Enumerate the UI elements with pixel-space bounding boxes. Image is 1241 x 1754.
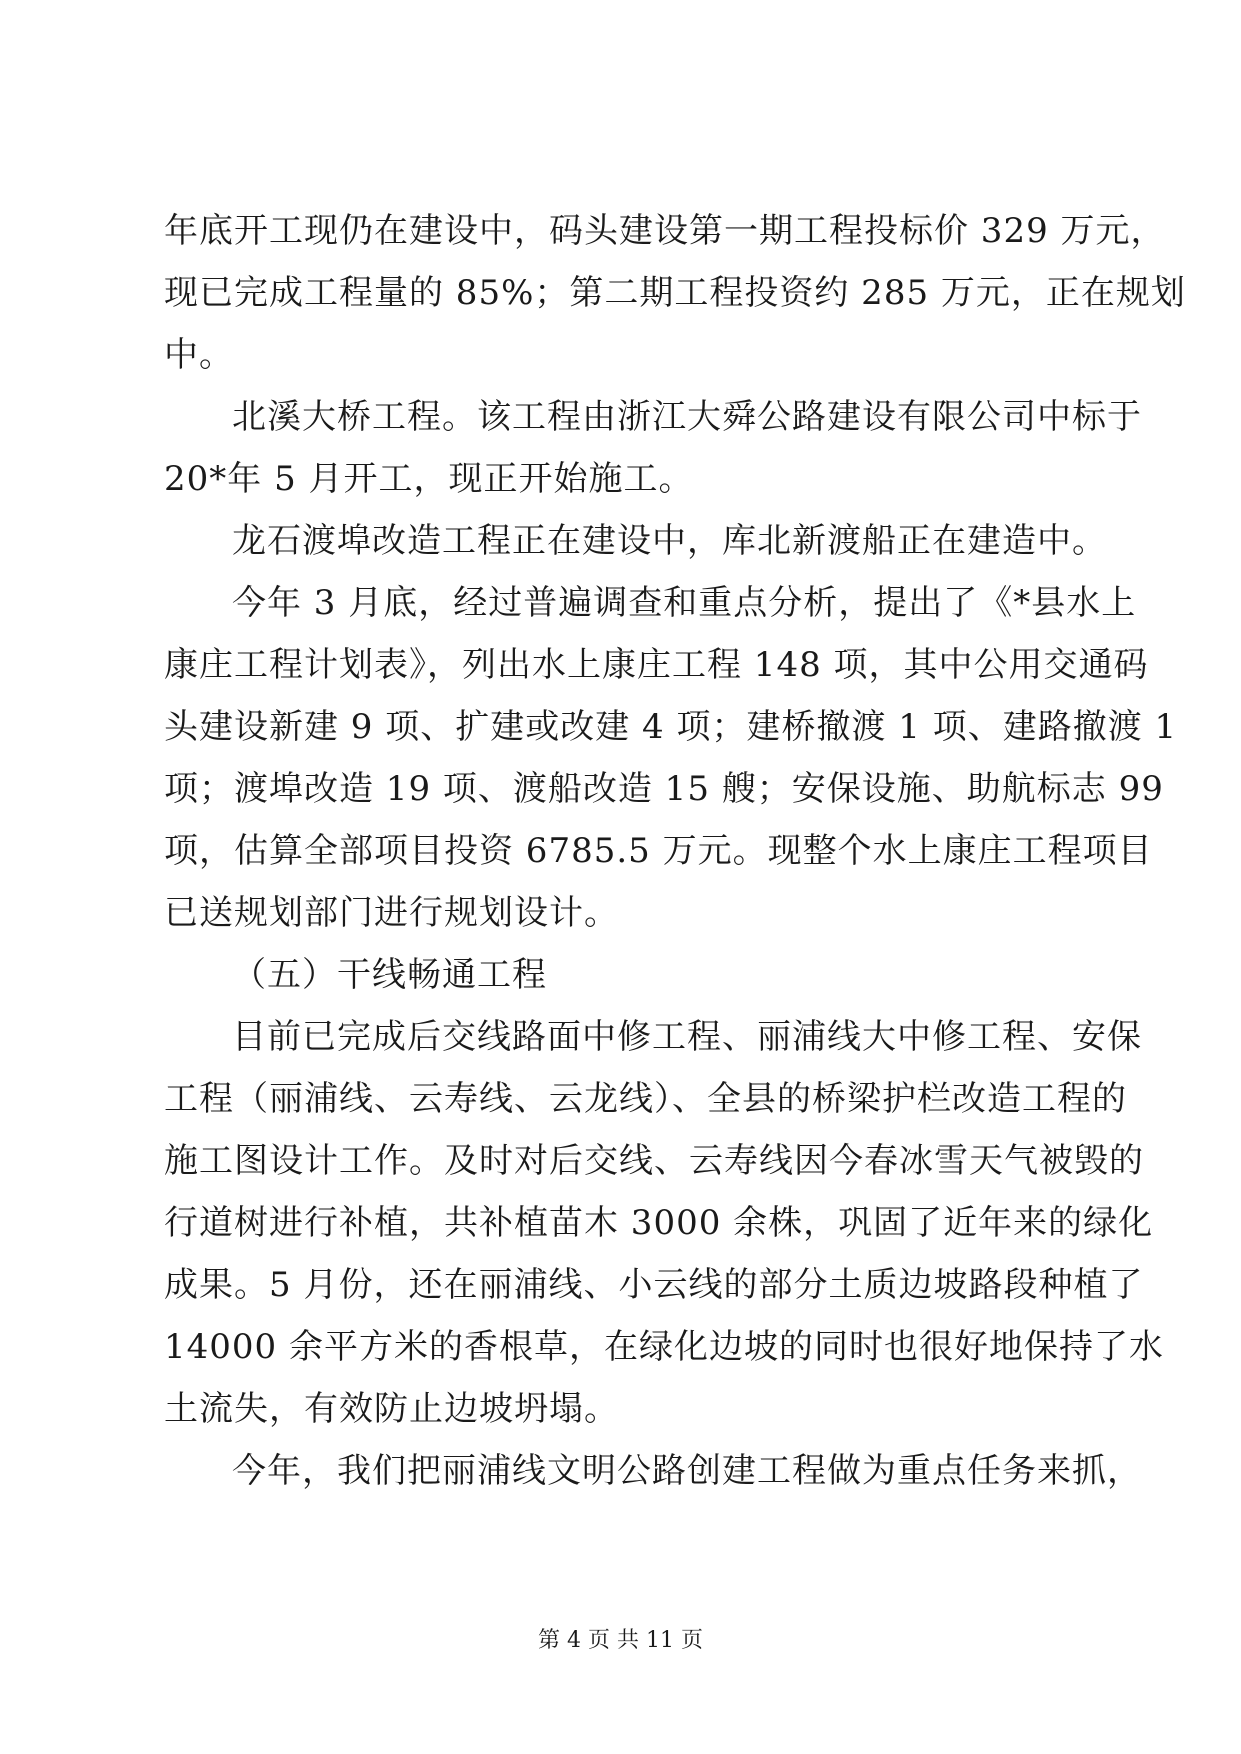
- paragraph-trunk-line-work: [164, 1006, 1164, 1440]
- paragraph-water-kangzhuang-plan: [164, 572, 1178, 944]
- text-line: 今年 3 月底，经过普遍调查和重点分析，提出了《*县水上: [232, 583, 1137, 623]
- document-body: [164, 200, 1186, 1502]
- text-line: 项，估算全部项目投资 6785.5 万元。现整个水上康庄工程项目: [164, 831, 1153, 871]
- section-heading: （五）干线畅通工程: [232, 955, 547, 995]
- text-line: 今年，我们把丽浦线文明公路创建工程做为重点任务来抓，: [232, 1451, 1142, 1491]
- paragraph-beixi-bridge: [164, 386, 1142, 510]
- paragraph-wharf-progress: [164, 200, 1186, 386]
- text-line: 龙石渡埠改造工程正在建设中，库北新渡船正在建造中。: [232, 521, 1107, 561]
- text-line: 成果。5 月份，还在丽浦线、小云线的部分土质边坡路段种植了: [164, 1265, 1144, 1305]
- text-line: 行道树进行补植，共补植苗木 3000 余株，巩固了近年来的绿化: [164, 1203, 1154, 1243]
- section-heading-trunk-line: [164, 944, 1077, 1006]
- paragraph-civilized-road: [164, 1440, 1142, 1502]
- text-line: 北溪大桥工程。该工程由浙江大舜公路建设有限公司中标于: [232, 397, 1142, 437]
- text-line: 土流失，有效防止边坡坍塌。: [164, 1389, 619, 1429]
- text-line: 工程（丽浦线、云寿线、云龙线）、全县的桥梁护栏改造工程的: [164, 1079, 1127, 1119]
- text-line: 现已完成工程量的 85%；第二期工程投资约 285 万元，正在规划: [164, 273, 1186, 313]
- text-line: 项；渡埠改造 19 项、渡船改造 15 艘；安保设施、助航标志 99: [164, 769, 1164, 809]
- text-line: 施工图设计工作。及时对后交线、云寿线因今春冰雪天气被毁的: [164, 1141, 1144, 1181]
- text-line: 20*年 5 月开工，现正开始施工。: [164, 459, 694, 499]
- text-line: 14000 余平方米的香根草，在绿化边坡的同时也很好地保持了水: [164, 1327, 1164, 1367]
- paragraph-longshi-ferry: [164, 510, 1107, 572]
- text-line: 头建设新建 9 项、扩建或改建 4 项；建桥撤渡 1 项、建路撤渡 1: [164, 707, 1178, 747]
- text-line: 康庄工程计划表》，列出水上康庄工程 148 项，其中公用交通码: [164, 645, 1149, 685]
- page-number-footer: 第 4 页 共 11 页: [538, 1628, 703, 1653]
- text-line: 已送规划部门进行规划设计。: [164, 893, 619, 933]
- text-line: 中。: [164, 335, 234, 375]
- text-line: 年底开工现仍在建设中，码头建设第一期工程投标价 329 万元，: [164, 211, 1166, 251]
- text-line: 目前已完成后交线路面中修工程、丽浦线大中修工程、安保: [232, 1017, 1142, 1057]
